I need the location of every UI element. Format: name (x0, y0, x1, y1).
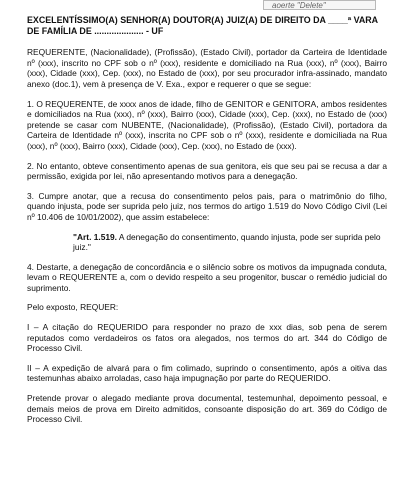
petition-body (27, 15, 387, 434)
legal-quote (73, 232, 387, 253)
paragraph-4: 4. Destarte, a denegação de concordância e o silêncio sobre os motivos da impugnada conduta, levam o REQUERENTE a, com o devido respeito a seu progenitor, buscar o remédio judicial do suprimento. (27, 261, 387, 293)
paragraph-item-ii: II – A expedição de alvará para o fim colimado, suprindo o consentimento, após a oitiva das testemunhas abaixo arroladas, caso haja impugnação por parte do REQUERIDO. (27, 362, 387, 384)
paragraph-provas: Pretende provar o alegado mediante prova documental, testemunhal, depoimento pessoal, e demais meios de prova em Direito admitidos, consoante disposição do art. 369 do Código de Processo Civil. (27, 393, 387, 425)
paragraph-item-i: I – A citação do REQUERIDO para responder no prazo de xxx dias, sob pena de serem reputados como verdadeiros os fatos ora alegados, nos termos do art. 344 do Código de Processo Civil. (27, 322, 387, 354)
document-title: EXCELENTÍSSIMO(A) SENHOR(A) DOUTOR(A) JUIZ(A) DE DIREITO DA ____ª VARA DE FAMÍLIA DE .................... - UF (27, 15, 378, 36)
paragraph-3: 3. Cumpre anotar, que a recusa do consentimento pelos pais, para o matrimônio do filho, quando injusta, pode ser suprida pelo juiz, nos termos do artigo 1.519 do Novo Código Civil (Lei nº 10.406 de 10/01/2002), que assim estabelece: (27, 190, 387, 222)
quote-text: A denegação do consentimento, quando injusta, pode ser suprida pelo juiz." (73, 231, 381, 253)
paragraph-intro: REQUERENTE, (Nacionalidade), (Profissão), (Estado Civil), portador da Carteira de Identidade nº (xxx), inscrito no CPF sob o nº (xxx), residente e domiciliado na Rua (xxx), nº (xxx), Bairro (xxx), Cidade (xxx), Cep. (xxx), no Estado de (xxx), por seu procurador infra-assinado, mandato anexo (doc.1), vem à presença de V. Exa., expor e requerer o que se segue: (27, 47, 387, 89)
paragraph-2: 2. No entanto, obteve consentimento apenas de sua genitora, eis que seu pai se recusa a dar a permissão, exigida por lei, não apresentando motivos para a denegação. (27, 160, 387, 182)
quote-article: "Art. 1.519. (73, 231, 118, 242)
delete-tag: aoerte "Delete" (263, 0, 376, 10)
paragraph-1: 1. O REQUERENTE, de xxxx anos de idade, filho de GENITOR e GENITORA, ambos residentes e domiciliados na Rua (xxx), nº (xxx), Bairro (xxx), Cidade (xxx), Cep. (xxx), no Estado de (xxx) pretende se casar com NUBENTE, (Nacionalidade), (Profissão), (Estado Civil), portadora da Carteira de Identidade nº (xxx), inscrita no CPF sob o nº (xxx), residente e domiciliada na Rua (xxx), nº (xxx), Bairro (xxx), Cidade (xxx), Cep. (xxx), no Estado de (xxx). (27, 98, 387, 151)
paragraph-requer: Pelo exposto, REQUER: (27, 302, 119, 313)
